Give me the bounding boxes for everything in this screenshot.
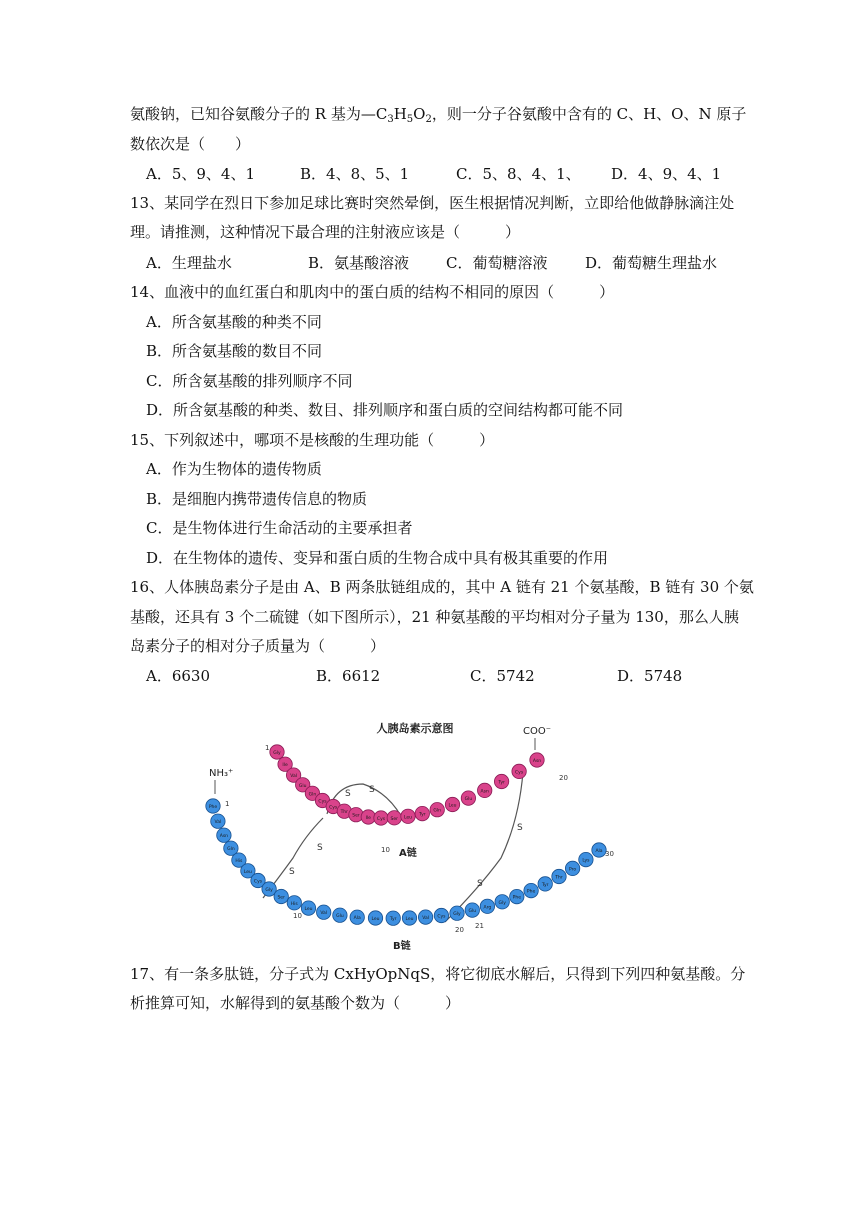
nh3-terminal-label: NH₃⁺ (209, 768, 234, 779)
chain-a-residue-label: Ile (282, 763, 288, 769)
chain-a-residue-label: Thr (340, 810, 349, 816)
chain-b-residue-label: Cys (253, 879, 263, 885)
chain-b-label: B链 (393, 941, 411, 952)
chain-a-residue-label: Val (290, 774, 297, 780)
chain-b-residue-label: Tyr (541, 882, 549, 888)
insulin-diagram (205, 710, 625, 956)
chain-b-residue-label: Lys (582, 858, 590, 864)
chain-b-residue-label: Thr (555, 875, 563, 881)
q14-line-1: 14、血液中的血红蛋白和肌肉中的蛋白质的结构不相同的原因（ ） (130, 283, 615, 301)
q14-option-b: B．所含氨基酸的数目不同 (146, 342, 323, 360)
chain-a-residue-label: Glu (464, 797, 473, 803)
intro-line-2: 数依次是（ ） (130, 135, 251, 153)
coo-terminal-label: COO⁻ (523, 726, 552, 737)
chain-a-residue-label: Glu (298, 783, 307, 789)
chain-b-residue-label: Ala (595, 849, 603, 854)
chain-a-residue-label: Tyr (498, 780, 505, 786)
q16-line-1: 16、人体胰岛素分子是由 A、B 两条肽链组成的，其中 A 链有 21 个氨基酸，B 链有 30 个氨 (130, 578, 754, 596)
chain-b-number-30: 30 (605, 850, 614, 858)
chain-b-residue-label: Gly (453, 912, 461, 918)
chain-b-residue-label: Asn (219, 834, 229, 840)
intro-option-d: D．4、9、4、1 (611, 165, 722, 183)
chain-a-residue-label: Cys (329, 805, 338, 811)
diagram-title: 人胰岛素示意图 (376, 722, 454, 735)
chain-b-residue-label: Leu (304, 907, 313, 913)
chain-b-number-21: 21 (475, 922, 484, 930)
chain-b-residue-label: Leu (243, 869, 252, 875)
chain-a-residue-label: Ser (390, 816, 399, 822)
chain-b-residue-label: Leu (371, 917, 380, 922)
chain-a-residue-label: Asn (480, 789, 489, 795)
chain-a-residue-label: Leu (448, 803, 457, 809)
intro-option-c: C．5、8、4、1、 (456, 165, 581, 183)
intro-line-1: 氨酸钠，已知谷氨酸分子的 R 基为$—C_3H_5O_2$，则一分子谷氨酸中含有的 C、H、O、N 原子 (130, 105, 747, 125)
chain-b-residue-label: His (290, 901, 298, 907)
sulfur-label: S (517, 823, 523, 833)
chain-a-residue-label: Gly (273, 751, 281, 756)
chain-b-number-10: 10 (293, 912, 302, 920)
q13-option-a: A．生理盐水 (146, 254, 232, 272)
chain-b-residue-label: Gly (498, 900, 506, 906)
chain-b-residue-label: Ala (353, 916, 361, 922)
chain-b-residue-label: Phe (208, 805, 218, 810)
chain-a-residue-label: Tyr (419, 812, 426, 818)
q16-option-b: B．6612 (316, 667, 381, 685)
q17-line-2: 析推算可知，水解得到的氨基酸个数为（ ） (130, 994, 461, 1012)
chain-a-residue-label: Ser (352, 813, 360, 819)
intro-option-b: B．4、8、5、1 (300, 165, 410, 183)
chain-b-residue-label: Val (214, 820, 222, 826)
q16-line-2: 基酸，还具有 3 个二硫键（如下图所示），21 种氨基酸的平均相对分子量为 130，那么人胰 (130, 608, 739, 626)
q16-option-a: A．6630 (146, 667, 211, 685)
chain-b-residue-label: Leu (405, 917, 414, 922)
q15-option-a: A．作为生物体的遗传物质 (146, 460, 322, 478)
chain-a-number-10: 10 (381, 846, 390, 854)
q16-line-3: 岛素分子的相对分子质量为（ ） (130, 637, 386, 655)
q16-option-c: C．5742 (470, 667, 535, 685)
chain-a-residue-label: Cys (376, 817, 386, 822)
sulfur-label: S (477, 879, 483, 889)
q13-option-d: D．葡萄糖生理盐水 (585, 254, 718, 272)
chain-a-residue-label: Leu (403, 815, 413, 821)
q15-line-1: 15、下列叙述中，哪项不是核酸的生理功能（ ） (130, 431, 495, 449)
chain-b-residue-label: Pro (569, 867, 577, 873)
q13-line-2: 理。请推测，这种情况下最合理的注射液应该是（ ） (130, 223, 521, 241)
chain-a-residue-label: Gln (433, 808, 441, 814)
chain-b-residue-label: Ser (277, 895, 285, 901)
chain-a-residue-label: Gln (308, 792, 317, 798)
q16-option-d: D．5748 (617, 667, 683, 685)
chain-b-residue-label: Glu (468, 909, 477, 915)
q14-option-c: C．所含氨基酸的排列顺序不同 (146, 372, 353, 390)
q15-option-c: C．是生物体进行生命活动的主要承担者 (146, 519, 413, 537)
sulfur-label: S (345, 789, 351, 799)
q13-line-1: 13、某同学在烈日下参加足球比赛时突然晕倒，医生根据情况判断，立即给他做静脉滴注处 (130, 194, 735, 212)
q13-option-b: B．氨基酸溶液 (308, 254, 410, 272)
intro-option-a: A．5、9、4、1 (146, 165, 256, 183)
chain-b-residue-label: Val (320, 911, 328, 917)
chain-a-residue-label: Cys (515, 770, 524, 776)
q13-option-c: C．葡萄糖溶液 (446, 254, 548, 272)
chain-b-residue-label: Val (422, 916, 429, 922)
chain-b-residue-label: Phe (512, 895, 521, 901)
chain-b-residue-label: Phe (526, 889, 536, 895)
chain-a-label: A链 (399, 848, 417, 859)
chain-a-residue-label: Asn (532, 759, 542, 764)
chain-b-residue-label: Gln (227, 847, 235, 853)
q14-option-d: D．所含氨基酸的种类、数目、排列顺序和蛋白质的空间结构都可能不同 (146, 401, 624, 419)
sulfur-label: S (369, 785, 375, 795)
q15-option-d: D．在生物体的遗传、变异和蛋白质的生物合成中具有极其重要的作用 (146, 549, 609, 567)
chain-a-residue-label: Ile (365, 816, 371, 821)
chain-b-residue-label: Glu (336, 914, 344, 920)
chain-b-residue-label: His (235, 859, 243, 865)
chain-a-number-20: 20 (559, 774, 568, 782)
q14-option-a: A．所含氨基酸的种类不同 (146, 313, 322, 331)
sulfur-label: S (289, 867, 295, 877)
chain-b-residue-label: Gly (265, 888, 273, 893)
q17-line-1: 17、有一条多肽链，分子式为 CxHyOpNqS，将它彻底水解后，只得到下列四种氨基酸。分 (130, 965, 746, 983)
chain-a-residue-label: Cys (318, 799, 327, 805)
chain-b-residue-label: Cys (437, 914, 446, 920)
chain-b-number-1: 1 (225, 800, 230, 808)
q15-option-b: B．是细胞内携带遗传信息的物质 (146, 490, 368, 508)
chain-b-number-20: 20 (455, 926, 464, 934)
chain-a-number-1: 1 (265, 744, 270, 752)
chain-b-residue-label: Arg (483, 905, 492, 911)
sulfur-label: S (317, 843, 323, 853)
chain-b-residue-label: Tyr (389, 917, 397, 923)
